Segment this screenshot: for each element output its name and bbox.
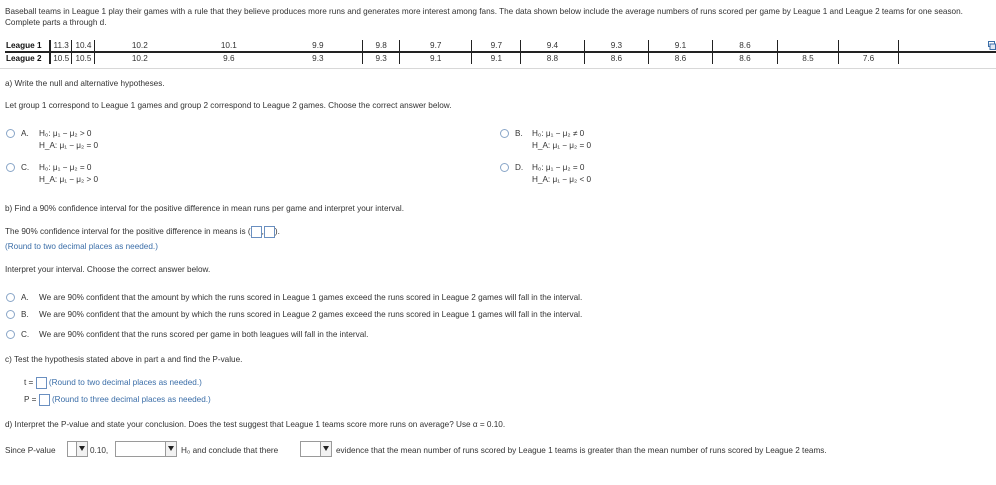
- table-cell: [778, 40, 839, 52]
- alt-hypothesis: H_A: μ₁ − μ₂ = 0: [532, 141, 592, 150]
- table-cell: 8.6: [649, 52, 713, 64]
- table-cell: 10.2: [95, 40, 184, 52]
- league2-label: League 2: [5, 52, 50, 64]
- table-cell: 10.4: [72, 40, 95, 52]
- alpha-value: 0.10,: [90, 446, 109, 455]
- chevron-down-icon: [320, 442, 331, 456]
- table-cell: 9.9: [273, 40, 362, 52]
- option-letter: C.: [21, 330, 30, 339]
- decision-dropdown[interactable]: [115, 441, 177, 457]
- ci-separator: ,: [261, 227, 264, 237]
- table-cell: 8.6: [712, 52, 778, 64]
- table-cell: [899, 40, 996, 52]
- alt-hypothesis: H_A: μ₁ − μ₂ = 0: [39, 141, 99, 150]
- option-letter: B.: [515, 129, 523, 138]
- option-text: We are 90% confident that the runs scored per game in both leagues will fall in the interval.: [39, 330, 369, 339]
- table-cell: 9.7: [400, 40, 472, 52]
- table-cell: 9.3: [363, 52, 400, 64]
- alt-hypothesis: H_A: μ₁ − μ₂ < 0: [532, 175, 592, 184]
- table-cell: [899, 52, 996, 64]
- option-text: We are 90% confident that the amount by which the runs scored in League 2 games exceed the runs scored in League 1 games will fall in the interval.: [39, 310, 583, 319]
- part-c-prompt: c) Test the hypothesis stated above in part a and find the P-value.: [5, 355, 243, 364]
- radio-button[interactable]: [500, 129, 509, 138]
- since-label: Since P-value: [5, 446, 56, 455]
- part-a-instruction: Let group 1 correspond to League 1 games and group 2 correspond to League 2 games. Choose the correct answer below.: [5, 101, 452, 110]
- chevron-down-icon: [76, 442, 87, 456]
- radio-button[interactable]: [6, 293, 15, 302]
- p-label: P =: [24, 395, 37, 405]
- radio-button[interactable]: [6, 163, 15, 172]
- ci-close: ).: [274, 227, 280, 237]
- league1-label: League 1: [5, 40, 50, 52]
- table-cell: 11.3: [50, 40, 72, 52]
- league2-row: [5, 52, 996, 64]
- table-cell: 8.5: [778, 52, 839, 64]
- null-hypothesis: H₀: μ₁ − μ₂ > 0: [39, 129, 92, 138]
- comparison-dropdown[interactable]: [67, 441, 88, 457]
- null-hypothesis: H₀: μ₁ − μ₂ ≠ 0: [532, 129, 585, 138]
- t-round-note: (Round to two decimal places as needed.): [48, 378, 202, 388]
- table-cell: 9.1: [400, 52, 472, 64]
- chevron-down-icon: [165, 442, 176, 456]
- alt-hypothesis: H_A: μ₁ − μ₂ > 0: [39, 175, 99, 184]
- table-cell: 10.5: [50, 52, 72, 64]
- table-cell: 9.4: [521, 40, 585, 52]
- table-cell: 10.1: [184, 40, 273, 52]
- radio-button[interactable]: [500, 163, 509, 172]
- table-cell: 9.3: [584, 40, 649, 52]
- section-divider: [0, 68, 996, 69]
- ci-upper-input[interactable]: [261, 226, 275, 238]
- table-cell: 7.6: [838, 52, 899, 64]
- part-b-prompt: b) Find a 90% confidence interval for the positive difference in mean runs per game and interpret your interval.: [5, 204, 404, 213]
- radio-button[interactable]: [6, 129, 15, 138]
- radio-button[interactable]: [6, 330, 15, 339]
- option-letter: C.: [21, 163, 30, 172]
- h0-conclude-text: H₀ and conclude that there: [181, 446, 279, 455]
- ci-lower-input[interactable]: [251, 226, 262, 238]
- option-letter: B.: [21, 310, 29, 319]
- table-cell: 8.6: [584, 52, 649, 64]
- null-hypothesis: H₀: μ₁ − μ₂ = 0: [39, 163, 92, 172]
- table-cell: 9.1: [472, 52, 521, 64]
- ci-sentence: [5, 226, 280, 238]
- table-cell: [838, 40, 899, 52]
- p-value-input[interactable]: [39, 394, 50, 406]
- t-stat-row: [24, 377, 202, 389]
- table-cell: 9.1: [649, 40, 713, 52]
- table-cell: 9.8: [363, 40, 400, 52]
- t-stat-input[interactable]: [36, 377, 47, 389]
- table-cell: 8.6: [712, 40, 778, 52]
- option-letter: D.: [515, 163, 524, 172]
- table-cell: 10.5: [72, 52, 95, 64]
- p-value-row: [24, 394, 211, 406]
- part-a-prompt: a) Write the null and alternative hypotheses.: [5, 79, 165, 88]
- null-hypothesis: H₀: μ₁ − μ₂ = 0: [532, 163, 585, 172]
- interpret-prompt: Interpret your interval. Choose the correct answer below.: [5, 265, 211, 274]
- table-cell: 9.3: [273, 52, 362, 64]
- problem-intro: Baseball teams in League 1 play their games with a rule that they believe produces more runs and generates more interest among fans. The data shown below include the average numbers of runs scored per game by League 1 and League 2 teams for one season. Complete parts a through d.: [5, 7, 963, 27]
- radio-button[interactable]: [6, 310, 15, 319]
- p-round-note: (Round to three decimal places as needed.): [51, 395, 211, 405]
- table-cell: 8.8: [521, 52, 585, 64]
- ci-text: The 90% confidence interval for the positive difference in means is (: [5, 227, 251, 237]
- round-note: (Round to two decimal places as needed.): [5, 242, 158, 251]
- option-letter: A.: [21, 293, 29, 302]
- evidence-dropdown[interactable]: [300, 441, 332, 457]
- table-cell: 10.2: [131, 54, 148, 63]
- t-label: t =: [24, 378, 34, 388]
- option-letter: A.: [21, 129, 29, 138]
- option-text: We are 90% confident that the amount by which the runs scored in League 1 games exceed the runs scored in League 2 games will fall in the interval.: [39, 293, 583, 302]
- league1-row: [5, 40, 996, 52]
- table-cell: 9.7: [472, 40, 521, 52]
- copy-data-icon[interactable]: [988, 41, 996, 50]
- runs-data-table: [5, 40, 996, 64]
- part-d-prompt: d) Interpret the P-value and state your conclusion. Does the test suggest that League 1 teams score more runs on average? Use α = 0.10.: [5, 420, 506, 429]
- table-cell: 9.6: [223, 54, 235, 63]
- evidence-text: evidence that the mean number of runs scored by League 1 teams is greater than the mean number of runs scored by League 2 teams.: [336, 446, 827, 455]
